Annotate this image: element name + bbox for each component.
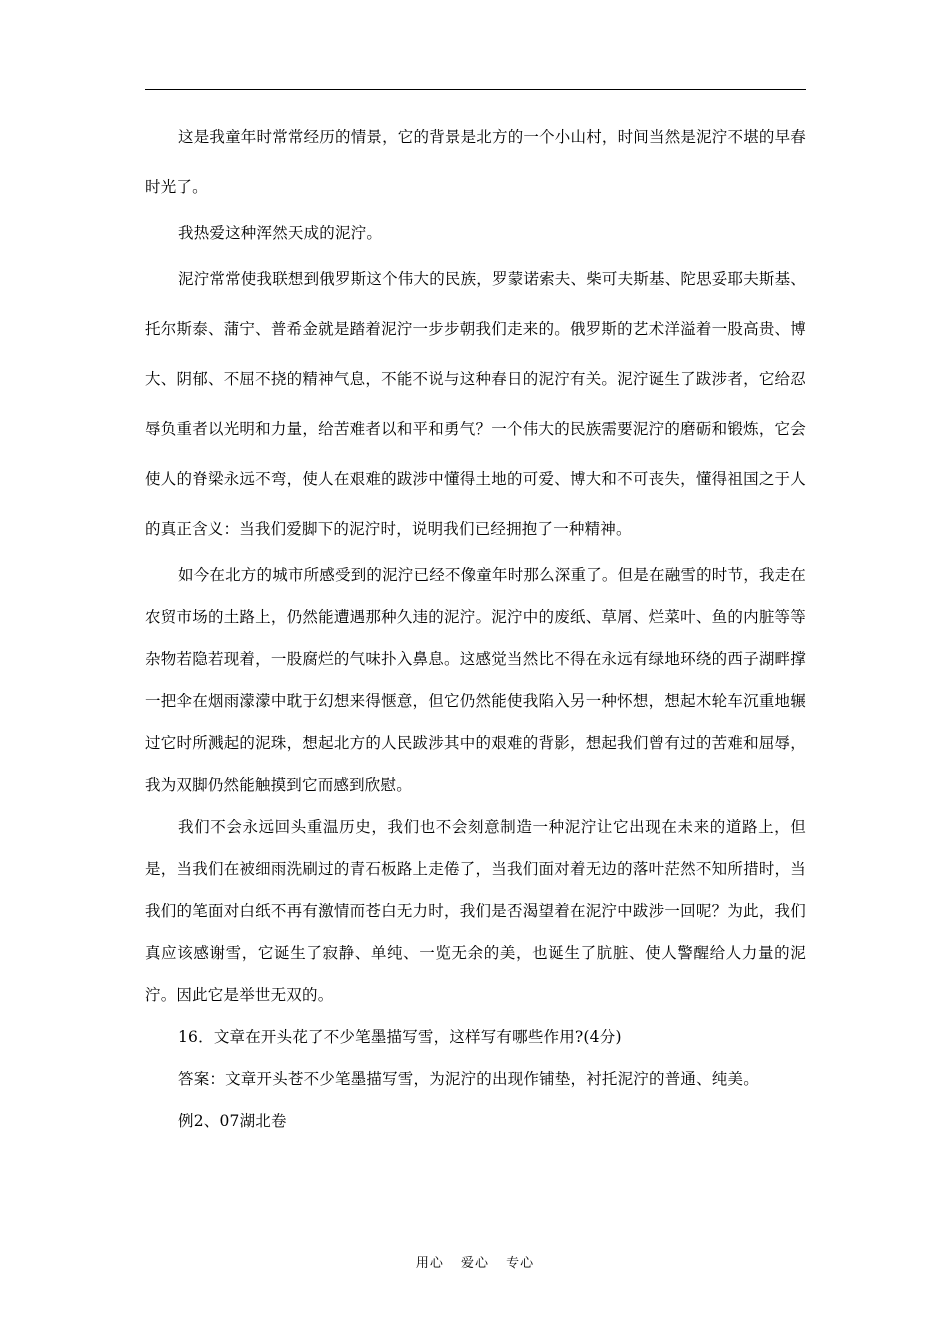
paragraph-2: 我热爱这种浑然天成的泥泞。 <box>178 224 383 242</box>
footer-word-3: 专心 <box>506 1256 535 1271</box>
page-footer <box>0 1252 950 1271</box>
paragraph-4: 如今在北方的城市所感受到的泥泞已经不像童年时那么深重了。但是在融雪的时节，我走在农贸市场的土路上，仍然能遭遇那种久违的泥泞。泥泞中的废纸、草屑、烂菜叶、鱼的内脏等等杂物若隐若现着，一股腐烂的气味扑入鼻息。这感觉当然比不得在永远有绿地环绕的西子湖畔撑一把伞在烟雨濛濛中耽于幻想来得惬意，但它仍然能使我陷入另一种怀想，想起木轮车沉重地辗过它时所溅起的泥珠，想起北方的人民跋涉其中的艰难的背影，想起我们曾有过的苦难和屈辱，我为双脚仍然能触摸到它而感到欣慰。 <box>145 566 807 794</box>
question-16: 16．文章在开头花了不少笔墨描写雪，这样写有哪些作用?(4分) <box>178 1028 622 1046</box>
document-body <box>145 112 806 1142</box>
header-rule <box>145 89 806 90</box>
example-label: 例2、07湖北卷 <box>178 1112 287 1130</box>
footer-word-2: 爱心 <box>460 1256 489 1271</box>
footer-word-1: 用心 <box>415 1256 444 1271</box>
paragraph-1: 这是我童年时常常经历的情景，它的背景是北方的一个小山村，时间当然是泥泞不堪的早春时光了。 <box>145 128 807 196</box>
answer: 答案：文章开头苍不少笔墨描写雪，为泥泞的出现作铺垫，衬托泥泞的普通、纯美。 <box>178 1070 759 1088</box>
paragraph-3: 泥泞常常使我联想到俄罗斯这个伟大的民族，罗蒙诺索夫、柴可夫斯基、陀思妥耶夫斯基、托尔斯泰、蒲宁、普希金就是踏着泥泞一步步朝我们走来的。俄罗斯的艺术洋溢着一股高贵、博大、阴郁、不屈不挠的精神气息，不能不说与这种春日的泥泞有关。泥泞诞生了跋涉者，它给忍辱负重者以光明和力量，给苦难者以和平和勇气？一个伟大的民族需要泥泞的磨砺和锻炼，它会使人的脊梁永远不弯，使人在艰难的跋涉中懂得土地的可爱、博大和不可丧失，懂得祖国之于人的真正含义：当我们爱脚下的泥泞时，说明我们已经拥抱了一种精神。 <box>145 270 807 538</box>
paragraph-5: 我们不会永远回头重温历史，我们也不会刻意制造一种泥泞让它出现在未来的道路上，但是，当我们在被细雨洗刷过的青石板路上走倦了，当我们面对着无边的落叶茫然不知所措时，当我们的笔面对白纸不再有激情而苍白无力时，我们是否渴望着在泥泞中跋涉一回呢？为此，我们真应该感谢雪，它诞生了寂静、单纯、一览无余的美，也诞生了肮脏、使人警醒给人力量的泥泞。因此它是举世无双的。 <box>145 818 806 1004</box>
